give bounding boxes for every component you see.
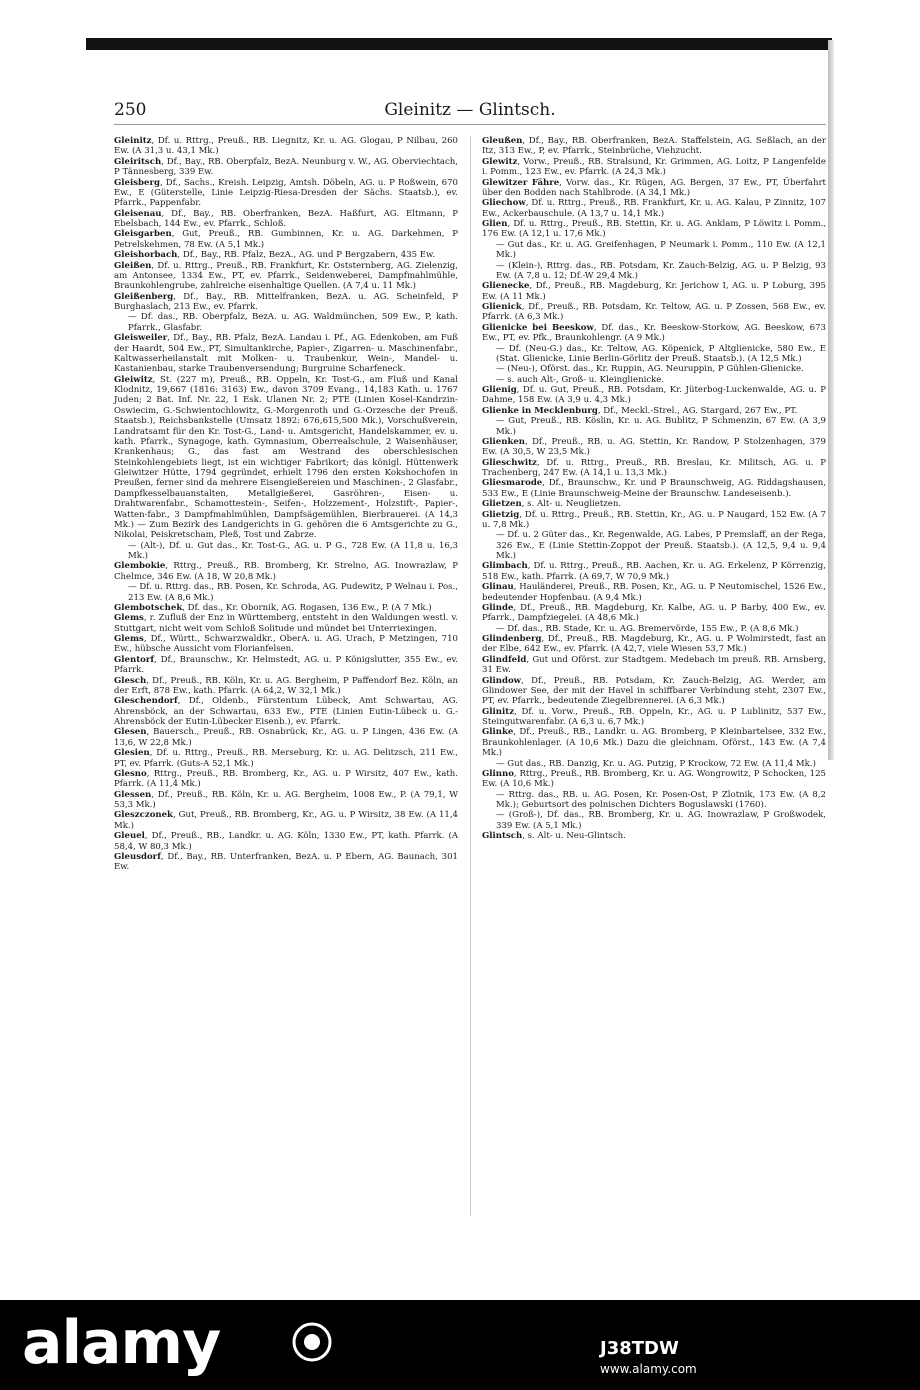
entry-text: , Df., Braunschw., Kr. und P Braunschweig, AG. Riddagshausen, 533 Ew., E (Linie Braunschweig-Meine der Braunschw. Landeseisenb.). xyxy=(482,478,826,499)
entry-text: , Rttrg., Preuß., RB. Bromberg, Kr. u. AG. Wongrowitz, P Schocken, 125 Ew. (A 10,6 Mk.) xyxy=(482,768,826,790)
entry-headword: Glieschwitz xyxy=(482,457,537,468)
entry-text: — Df. (Neu-G.) das., Kr. Teltow, AG. Köpenick, P Altglienicke, 580 Ew., E (Stat. Glienicke, Linie Berlin-Görlitz der Preuß. Staatsb.). (A 12,5 Mk.) xyxy=(496,343,826,364)
dictionary-entry xyxy=(482,385,826,406)
dictionary-entry xyxy=(114,333,458,375)
dictionary-entry xyxy=(114,136,458,157)
dictionary-entry xyxy=(114,831,458,852)
page-header xyxy=(114,98,826,125)
entry-headword: Glienig xyxy=(482,385,517,395)
dictionary-entry xyxy=(482,759,826,769)
entry-headword: Glessen xyxy=(114,789,152,800)
entry-text: , Df., Preuß., RB. Magdeburg, Kr. Kalbe, AG. u. P Barby, 400 Ew., ev. Pfarrk., Dampfziegelei. (A 48,6 Mk.) xyxy=(482,602,826,624)
entry-text: , Df., Preuß., RB. Köln, Kr. u. AG. Bergheim, 1008 Ew., P. (A 79,1, W 53,3 Mk.) xyxy=(114,789,458,810)
dictionary-entry xyxy=(482,561,826,582)
entry-text: — Gut das., Kr. u. AG. Greifenhagen, P Neumark i. Pomm., 110 Ew. (A 12,1 Mk.) xyxy=(496,239,826,261)
left-column xyxy=(114,136,458,873)
entry-headword: Glesen xyxy=(114,727,147,738)
dictionary-entry xyxy=(482,458,826,479)
entry-headword: Glinde xyxy=(482,602,514,613)
entry-text: , s. Alt- u. Neuglietzen. xyxy=(521,499,622,510)
dictionary-entry xyxy=(482,510,826,531)
dictionary-entry xyxy=(114,852,458,873)
dictionary-entry xyxy=(114,676,458,697)
running-head: Gleinitz — Glintsch. xyxy=(384,100,556,120)
entry-headword: Glinitz xyxy=(482,706,515,717)
dictionary-entry xyxy=(114,375,458,541)
entry-text: , Bauersch., Preuß., RB. Osnabrück, Kr., AG. u. P Lingen, 436 Ew. (A 13,6, W 22,8 Mk.) xyxy=(114,727,458,748)
entry-text: , Df., Bay., RB. Oberfranken, BezA. Staffelstein, AG. Seßlach, an der Itz, 313 Ew., P, ev. Pfarrk., Steinbrüche, Viehzucht. xyxy=(482,136,826,157)
entry-headword: Glienke in Mecklenburg xyxy=(482,405,598,416)
entry-headword: Gleisenau xyxy=(114,208,162,219)
entry-headword: Gleißenberg xyxy=(114,291,174,302)
dictionary-entry xyxy=(482,676,826,707)
dictionary-entry xyxy=(482,582,826,603)
entry-text: , Hauländerei, Preuß., RB. Posen, Kr., AG. u. P Neutomischel, 1526 Ew., bedeutender Hopfenbau. (A 9,4 Mk.) xyxy=(482,582,826,603)
entry-text: , Df. u. Rttrg., Preuß., RB. Aachen, Kr. u. AG. Erkelenz, P Körrenzig, 518 Ew., kath. Pfarrk. (A 69,7, W 70,9 Mk.) xyxy=(482,561,826,582)
entry-text: , Df. das., Kr. Beeskow-Storkow, AG. Beeskow, 673 Ew., PT, ev. Pfk., Braunkohlengr. (A 9 Mk.) xyxy=(482,322,826,344)
entry-text: , s. Alt- u. Neu-Glintsch. xyxy=(522,831,626,842)
entry-text: , Df., Preuß., RB. Potsdam, Kr. Teltow, AG. u. P Zossen, 568 Ew., ev. Pfarrk. (A 6,3 Mk.) xyxy=(482,302,826,323)
site-url: www.alamy.com xyxy=(600,1362,697,1376)
dictionary-entry xyxy=(482,344,826,365)
dictionary-entry xyxy=(482,375,826,385)
entry-headword: Gleszczonek xyxy=(114,810,173,821)
entry-text: , Df., Meckl.-Strel., AG. Stargard, 267 Ew., PT. xyxy=(597,405,798,416)
page-number: 250 xyxy=(114,100,147,120)
dictionary-entry xyxy=(114,541,458,562)
entry-headword: Glinau xyxy=(482,582,514,593)
entry-headword: Glesien xyxy=(114,748,150,759)
dictionary-entry xyxy=(482,478,826,499)
dictionary-entry xyxy=(482,707,826,728)
entry-text: , Df. u. Rttrg., Preuß., RB. Stettin, Kr., AG. u. P Naugard, 152 Ew. (A 7 u. 7,8 Mk.) xyxy=(482,509,826,530)
entry-headword: Glienecke xyxy=(482,281,530,292)
dictionary-entry xyxy=(482,530,826,561)
entry-headword: Gleinitz xyxy=(114,136,152,146)
entry-headword: Glembokie xyxy=(114,561,166,572)
entry-text: — Df. u. Rttrg. das., RB. Posen, Kr. Schroda, AG. Pudewitz, P Welnau i. Pos., 213 Ew. (A 8,6 Mk.) xyxy=(128,582,458,603)
entry-headword: Gleißen xyxy=(114,260,152,271)
entry-text: — Gut das., RB. Danzig, Kr. u. AG. Putzig, P Krockow, 72 Ew. (A 11,4 Mk.) xyxy=(496,758,816,769)
entry-text: — Df. u. 2 Güter das., Kr. Regenwalde, AG. Labes, P Premslaff, an der Rega, 326 Ew., E (Linie Stettin-Zoppot der Preuß. Staatsb.). (A 12,5, 9,4 u. 9,4 Mk.) xyxy=(496,530,826,561)
entry-text: — Df. das., RB. Stade, Kr. u. AG. Bremervörde, 155 Ew., P. (A 8,6 Mk.) xyxy=(496,623,799,634)
entry-headword: Gleuel xyxy=(114,831,145,842)
entry-text: , Gut, Preuß., RB. Gumbinnen, Kr. u. AG. Darkehmen, P Petrelskehmen, 78 Ew. (A 5,1 Mk.) xyxy=(114,229,458,250)
dictionary-entry xyxy=(114,261,458,292)
dictionary-entry xyxy=(482,810,826,831)
entry-headword: Gleußen xyxy=(482,136,523,146)
dictionary-entry xyxy=(114,561,458,582)
brand-logo: alamy xyxy=(22,1308,221,1378)
image-id-label: J38TDW xyxy=(600,1338,679,1359)
dictionary-entry xyxy=(482,499,826,509)
dictionary-entry xyxy=(114,790,458,811)
entry-text: , Vorw. das., Kr. Rügen, AG. Bergen, 37 Ew., PT, Überfahrt über den Bodden nach Stahlbrode. (A 34,1 Mk.) xyxy=(482,177,826,198)
dictionary-entry xyxy=(482,261,826,282)
entry-headword: Glems xyxy=(114,634,144,644)
entry-headword: Glien xyxy=(482,219,508,229)
entry-text: — Gut, Preuß., RB. Köslin, Kr. u. AG. Bublitz, P Schmenzin, 67 Ew. (A 3,9 Mk.) xyxy=(496,416,826,437)
dictionary-entry xyxy=(482,634,826,655)
dictionary-entry xyxy=(482,603,826,624)
entry-text: , Df., Bay., RB. Unterfranken, BezA. u. P Ebern, AG. Baunach, 301 Ew. xyxy=(114,851,458,873)
dictionary-entry xyxy=(114,727,458,748)
entry-headword: Gleusdorf xyxy=(114,851,161,862)
dictionary-entry xyxy=(482,790,826,811)
dictionary-entry xyxy=(482,198,826,219)
entry-headword: Glimbach xyxy=(482,561,528,572)
dictionary-entry xyxy=(114,250,458,260)
entry-headword: Glietzig xyxy=(482,509,520,520)
dictionary-entry xyxy=(482,406,826,416)
entry-text: , Df., Bay., RB. Mittelfranken, BezA. u. AG. Scheinfeld, P Burghaslach, 213 Ew., ev. Pfarrk. xyxy=(114,291,458,312)
dictionary-page xyxy=(114,98,826,873)
entry-headword: Gleisweiler xyxy=(114,333,168,344)
dictionary-entry xyxy=(114,613,458,634)
entry-text: , Df., Bay., RB. Oberfranken, BezA. Haßfurt, AG. Eltmann, P Ebelsbach, 144 Ew., ev. Pfarrk., Schloß. xyxy=(114,208,458,229)
entry-text: , Df., Preuß., RB. Potsdam, Kr. Zauch-Belzig, AG. Werder, am Glindower See, der mit der Havel in schiffbarer Verbindung steht, 2307 Ew., PT, ev. Pfarrk., bedeutende Ziegelbrennerei. (A 6,3 Mk.) xyxy=(482,675,826,707)
entry-text: , Gut und Oförst. zur Stadtgem. Medebach im preuß. RB. Arnsberg, 31 Ew. xyxy=(482,654,826,676)
dictionary-entry xyxy=(114,748,458,769)
dictionary-entry xyxy=(114,582,458,603)
dictionary-entry xyxy=(114,229,458,250)
dictionary-entry xyxy=(482,437,826,458)
entry-text: — (Neu-), Oförst. das., Kr. Ruppin, AG. Neuruppin, P Gühlen-Glienicke. xyxy=(496,364,804,375)
entry-headword: Glinke xyxy=(482,727,514,738)
entry-text: , Df. u. Rttrg., Preuß., RB. Breslau, Kr. Militsch, AG. u. P Trachenberg, 247 Ew. (A 14,1 u. 13,3 Mk.) xyxy=(482,457,826,478)
entry-headword: Gliesmarode xyxy=(482,478,543,489)
entry-headword: Glindow xyxy=(482,675,522,686)
entry-text: , Rttrg., Preuß., RB. Bromberg, Kr., AG. u. P Wirsitz, 407 Ew., kath. Pfarrk. (A 11,4 Mk.) xyxy=(114,768,458,790)
column-divider xyxy=(470,136,471,1216)
entry-text: , Df. u. Rttrg., Preuß., RB. Merseburg, Kr. u. AG. Delitzsch, 211 Ew., PT, ev. Pfarrk. (Guts-A 52,1 Mk.) xyxy=(114,748,458,769)
dictionary-entry xyxy=(114,655,458,676)
entry-text: , Gut, Preuß., RB. Bromberg, Kr., AG. u. P Wirsitz, 38 Ew. (A 11,4 Mk.) xyxy=(114,810,458,831)
dictionary-entry xyxy=(114,157,458,178)
entry-text: , Df., Sachs., Kreish. Leipzig, Amtsh. Döbeln, AG. u. P Roßwein, 670 Ew., E (Güterstelle, Linie Leipzig-Riesa-Dresden der Sächs. Staatsb.), ev. Pfarrk., Pappenfabr. xyxy=(114,177,458,209)
entry-text: , Df., Preuß., RB. u. AG. Stettin, Kr. Randow, P Stolzenhagen, 379 Ew. (A 30,5, W 23,5 Mk.) xyxy=(482,436,826,458)
dictionary-entry xyxy=(114,178,458,209)
entry-headword: Glentorf xyxy=(114,654,155,665)
entry-text: , Df. u. Rttrg., Preuß., RB. Frankfurt, Kr. u. AG. Kalau, P Zinnitz, 107 Ew., Ackerbauschule. (A 13,7 u. 14,1 Mk.) xyxy=(482,198,826,219)
dictionary-entry xyxy=(114,769,458,790)
dictionary-entry xyxy=(482,157,826,178)
entry-headword: Gleiritsch xyxy=(114,156,162,167)
entry-headword: Glewitzer Fähre xyxy=(482,177,560,188)
dictionary-entry xyxy=(114,292,458,313)
entry-headword: Glesch xyxy=(114,675,147,686)
dictionary-entry xyxy=(482,655,826,676)
scan-top-edge xyxy=(86,38,832,50)
entry-text: , Df., Preuß., RB., Landkr. u. AG. Köln, 1330 Ew., PT, kath. Pfarrk. (A 58,4, W 80,3 Mk.) xyxy=(114,831,458,852)
dictionary-entry xyxy=(114,209,458,230)
dictionary-entry xyxy=(482,769,826,790)
entry-headword: Glewitz xyxy=(482,156,518,167)
entry-text: , Df. u. Vorw., Preuß., RB. Oppeln, Kr., AG. u. P Lublinitz, 537 Ew., Steingutwarenfabr. (A 6,3 u. 6,7 Mk.) xyxy=(482,706,826,727)
dictionary-entry xyxy=(482,178,826,199)
entry-headword: Glindfeld xyxy=(482,654,527,665)
entry-text: , Df. u. Rttrg., Preuß., RB. Liegnitz, Kr. u. AG. Glogau, P Nilbau, 260 Ew. (A 31,3 u. 43,1 Mk.) xyxy=(114,136,458,157)
entry-text: , Df. u. Rttrg., Preuß., RB. Stettin, Kr. u. AG. Anklam, P Löwitz i. Pomm., 176 Ew. (A 12,1 u. 17,6 Mk.) xyxy=(482,219,826,240)
entry-text: — (Groß-), Df. das., RB. Bromberg, Kr. u. AG. Inowrazlaw, P Großwodek, 339 Ew. (A 5,1 Mk.) xyxy=(496,810,826,831)
entry-headword: Glindenberg xyxy=(482,634,542,644)
dictionary-entry xyxy=(114,312,458,333)
dictionary-entry xyxy=(114,810,458,831)
entry-text: , Df., Preuß., RB. Magdeburg, Kr. Jerichow I, AG. u. P Loburg, 395 Ew. (A 11 Mk.) xyxy=(482,281,826,302)
entry-headword: Glintsch xyxy=(482,831,523,842)
entry-headword: Glesno xyxy=(114,768,147,779)
dictionary-entry xyxy=(482,240,826,261)
dictionary-entry xyxy=(482,416,826,437)
entry-text: , Rttrg., Preuß., RB. Bromberg, Kr. Strelno, AG. Inowrazlaw, P Chelmce, 346 Ew. (A 18, W 20,8 Mk.) xyxy=(114,561,458,582)
entry-headword: Gleiwitz xyxy=(114,374,153,385)
dictionary-entry xyxy=(482,364,826,374)
entry-headword: Glienick xyxy=(482,302,522,312)
entry-text: , Df., Oldenb., Fürstentum Lübeck, Amt Schwartau, AG. Ahrensböck, an der Schwartau, 633 Ew., PTE (Linien Eutin-Lübeck u. G.-Ahrensböck der Eutin-Lübecker Eisenb.), ev. Pfarrk. xyxy=(114,696,458,727)
entry-headword: Glembotschek xyxy=(114,602,183,613)
dictionary-entry xyxy=(482,624,826,634)
dictionary-entry xyxy=(482,323,826,344)
dictionary-entry xyxy=(482,281,826,302)
scan-right-edge xyxy=(828,40,834,760)
entry-headword: Glienken xyxy=(482,436,526,447)
dictionary-entry xyxy=(114,603,458,613)
entry-headword: Gliechow xyxy=(482,198,526,209)
entry-text: , Vorw., Preuß., RB. Stralsund, Kr. Grimmen, AG. Loitz, P Langenfelde i. Pomm., 123 Ew., ev. Pfarrk. (A 24,3 Mk.) xyxy=(482,156,826,178)
entry-text: , Df. u. Rttrg., Preuß., RB. Frankfurt, Kr. Oststernberg, AG. Zielenzig, am Antonsee, 1334 Ew., PT, ev. Pfarrk., Seidenweberei, Dampfmahlmühle, Braunkohlengrube, zahlreiche eisenhaltige Quellen. (A 7,4 u. 11 Mk.) xyxy=(114,260,458,292)
entry-text: , Df., Preuß., RB. Magdeburg, Kr., AG. u. P Wolmirstedt, fast an der Elbe, 642 Ew., ev. Pfarrk. (A 42,7, viele Wiesen 53,7 Mk.) xyxy=(482,634,826,655)
entry-text: , Df., Braunschw., Kr. Helmstedt, AG. u. P Königslutter, 355 Ew., ev. Pfarrk. xyxy=(114,654,458,676)
entry-headword: Gleschendorf xyxy=(114,696,178,707)
dictionary-entry xyxy=(482,831,826,841)
dictionary-entry xyxy=(114,634,458,655)
entry-text: , Df. das., Kr. Obornik, AG. Rogasen, 136 Ew., P. (A 7 Mk.) xyxy=(182,602,432,613)
dictionary-entry xyxy=(482,219,826,240)
entry-headword: Gleishorbach xyxy=(114,250,178,261)
entry-headword: Glienicke bei Beeskow xyxy=(482,322,594,333)
entry-text: , Df., Bay., RB. Oberpfalz, BezA. Neunburg v. W., AG. Oberviechtach, P Tännesberg, 339 Ew. xyxy=(114,156,458,178)
entry-text: , r. Zufluß der Enz in Württemberg, entsteht in den Waldungen westl. v. Stuttgart, nicht weit vom Schloß Solitude und mündet bei Unterriexingen. xyxy=(114,613,458,634)
entry-text: — (Alt-), Df. u. Gut das., Kr. Tost-G., AG. u. P G., 728 Ew. (A 11,8 u. 16,3 Mk.) xyxy=(128,540,458,561)
entry-text: — s. auch Alt-, Groß- u. Kleinglienicke. xyxy=(496,374,665,385)
dictionary-entry xyxy=(482,136,826,157)
alamy-logo-icon xyxy=(290,1320,334,1364)
dictionary-entry xyxy=(482,302,826,323)
entry-text: , Df., Bay., RB. Pfalz, BezA., AG. und P Bergzabern, 435 Ew. xyxy=(177,250,436,261)
dictionary-entry xyxy=(114,696,458,727)
entry-text: — (Klein-), Rttrg. das., RB. Potsdam, Kr. Zauch-Belzig, AG. u. P Belzig, 93 Ew. (A 7,8 u. 12; Df.-W 29,4 Mk.) xyxy=(496,260,826,281)
entry-headword: Glinno xyxy=(482,768,514,779)
entry-text: — Rttrg. das., RB. u. AG. Posen, Kr. Posen-Ost, P Zlotnik, 173 Ew. (A 8,2 Mk.); Geburtsort des polnischen Dichters Boguslawski (1760). xyxy=(496,789,826,810)
entry-text: — Df. das., RB. Oberpfalz, BezA. u. AG. Waldmünchen, 509 Ew., P, kath. Pfarrk., Glasfabr. xyxy=(128,312,458,333)
entry-headword: Gleisberg xyxy=(114,177,160,188)
entry-text: , Df., Preuß., RB. Köln, Kr. u. AG. Bergheim, P Paffendorf Bez. Köln, an der Erft, 878 Ew., kath. Pfarrk. (A 64,2, W 32,1 Mk.) xyxy=(114,675,458,696)
right-column xyxy=(482,136,826,842)
entry-text: , Df., Württ., Schwarzwaldkr., OberA. u. AG. Urach, P Metzingen, 710 Ew., hübsche Aussicht vom Florianfelsen. xyxy=(114,634,458,655)
entry-headword: Glietzen xyxy=(482,499,522,510)
entry-headword: Glems xyxy=(114,613,144,624)
dictionary-entry xyxy=(482,727,826,758)
entry-text: , Df., Bay., RB. Pfalz, BezA. Landau i. Pf., AG. Edenkoben, am Fuß der Haardt, 504 Ew., PT, Simultankirche, Papier-, Zigarren- u. Maschinenfabr., Kaltwasserheilanstalt mit Molken- u. Traubenkur, Wein-, Mandel- u. Kastanienbau, starke Traubenversendung; Burgruine Scharfeneck. xyxy=(114,333,458,375)
entry-text: , Df. u. Gut, Preuß., RB. Potsdam, Kr. Jüterbog-Luckenwalde, AG. u. P Dahme, 158 Ew. (A 3,9 u. 4,3 Mk.) xyxy=(482,385,826,406)
entry-headword: Gleisgarben xyxy=(114,229,172,240)
entry-text: , St. (227 m), Preuß., RB. Oppeln, Kr. Tost-G., am Fluß und Kanal Klodnitz, 19,667 (1816: 3163) Ew., davon 3709 Evang., 14,183 Kath. u. 1767 Juden; 2 Bat. Inf. Nr. 22, 1 Esk. Ulanen Nr. 2; PTE (Linien Kosel-Kandrzin-Oswiecim, G.-Schwientochlowitz, G.-Morgenroth und G.-Orzesche der Preuß. Staatsb.), Reichsbankstelle (Umsatz 1892: 676,615,500 Mk.), Vorschußverein, Landratsamt für den Kr. Tost-G., Land- u. Amtsgericht, Handelskammer, ev. u. kath. Pfarrk., Synagoge, kath. Gymnasium, Oberrealschule, 2 Waisenhäuser, Krankenhaus; G., das fast am Westrand des oberschlesischen Steinkohlengebiets liegt, ist ein wichtiger Fabrikort; das königl. Hüttenwerk Gleiwitzer Hütte, 1794 gegründet, erhielt 1796 den ersten Kokshochofen in Preußen, ferner sind da mehrere Eisengießereien und Maschinen-, 2 Glasfabr., Dampfkesselbauanstalten, Metallgießerei, Gasröhren-, Eisen- u. Drahtwarenfabr., Schamottestein-, Seifen-, Holzzement-, Holzstift-, Papier-, Watten-fabr., 3 Dampfmahlmühlen, Dampfsägemühlen, Bierbrauerei. (A 14,3 Mk.) — Zum Bezirk des Landgerichts in G. gehören die 6 Amtsgerichte zu G., Nikolai, Peiskretscham, Pleß, Tost und Zabrze. xyxy=(114,374,458,541)
entry-text: , Df., Preuß., RB., Landkr. u. AG. Bromberg, P Kleinbartelsee, 332 Ew., Braunkohlenlager. (A 10,6 Mk.) Dazu die gleichnam. Oförst., 143 Ew. (A 7,4 Mk.) xyxy=(482,727,826,759)
